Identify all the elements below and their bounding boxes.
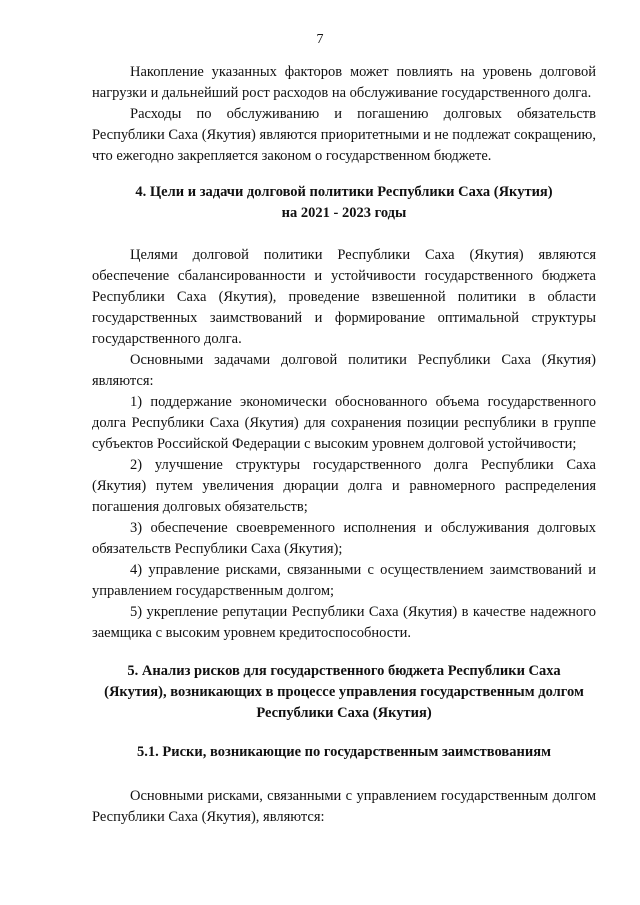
page-content — [92, 62, 596, 828]
section-5-heading-line-3: Республики Саха (Якутия) — [256, 705, 432, 721]
paragraph-debt-load: Накопление указанных факторов может повлиять на уровень долговой нагрузки и дальнейший рост расходов на обслуживание государственного долга. — [92, 64, 596, 101]
task-item-1: 1) поддержание экономически обоснованного объема государственного долга Республики Саха (Якутия) для сохранения позиции республики в группе субъектов Российской Федерации с высоким уровнем долговой устойчивости; — [92, 394, 596, 452]
paragraph-debt-service-priority: Расходы по обслуживанию и погашению долговых обязательств Республики Саха (Якутия) являются приоритетными и не подлежат сокращению, что ежегодно закрепляется законом о государственном бюджете. — [92, 106, 596, 164]
paragraph-tasks-intro: Основными задачами долговой политики Республики Саха (Якутия) являются: — [92, 352, 596, 389]
page-number: 7 — [316, 32, 324, 47]
task-item-2: 2) улучшение структуры государственного долга Республики Саха (Якутия) путем увеличения дюрации долга и равномерного распределения погашения долговых обязательств; — [92, 457, 596, 515]
spacer — [92, 763, 596, 786]
subsection-5-1-heading: 5.1. Риски, возникающие по государственным заимствованиям — [137, 744, 551, 760]
spacer — [92, 167, 596, 182]
section-4-heading-line-2: на 2021 - 2023 годы — [281, 205, 407, 221]
spacer — [92, 724, 596, 742]
paragraph-risks-intro: Основными рисками, связанными с управлением государственным долгом Республики Саха (Якутия), являются: — [92, 788, 596, 825]
section-5-heading-line-2: (Якутия), возникающих в процессе управления государственным долгом — [104, 684, 584, 700]
section-5-heading-line-1: 5. Анализ рисков для государственного бюджета Республики Саха — [127, 663, 561, 679]
paragraph-goals: Целями долговой политики Республики Саха (Якутия) являются обеспечение сбалансированности и устойчивости государственного бюджета Республики Саха (Якутия), проведение взвешенной политики в области государственных заимствований и формирование оптимальной структуры государственного долга. — [92, 247, 596, 347]
section-4-heading-line-1: 4. Цели и задачи долговой политики Республики Саха (Якутия) — [135, 184, 553, 200]
spacer — [92, 224, 596, 245]
task-item-3: 3) обеспечение своевременного исполнения и обслуживания долговых обязательств Республики Саха (Якутия); — [92, 520, 596, 557]
spacer — [92, 644, 596, 661]
task-item-5: 5) укрепление репутации Республики Саха (Якутия) в качестве надежного заемщика с высоким уровнем кредитоспособности. — [92, 604, 596, 641]
task-item-4: 4) управление рисками, связанными с осуществлением заимствований и управлением государственным долгом; — [92, 562, 596, 599]
